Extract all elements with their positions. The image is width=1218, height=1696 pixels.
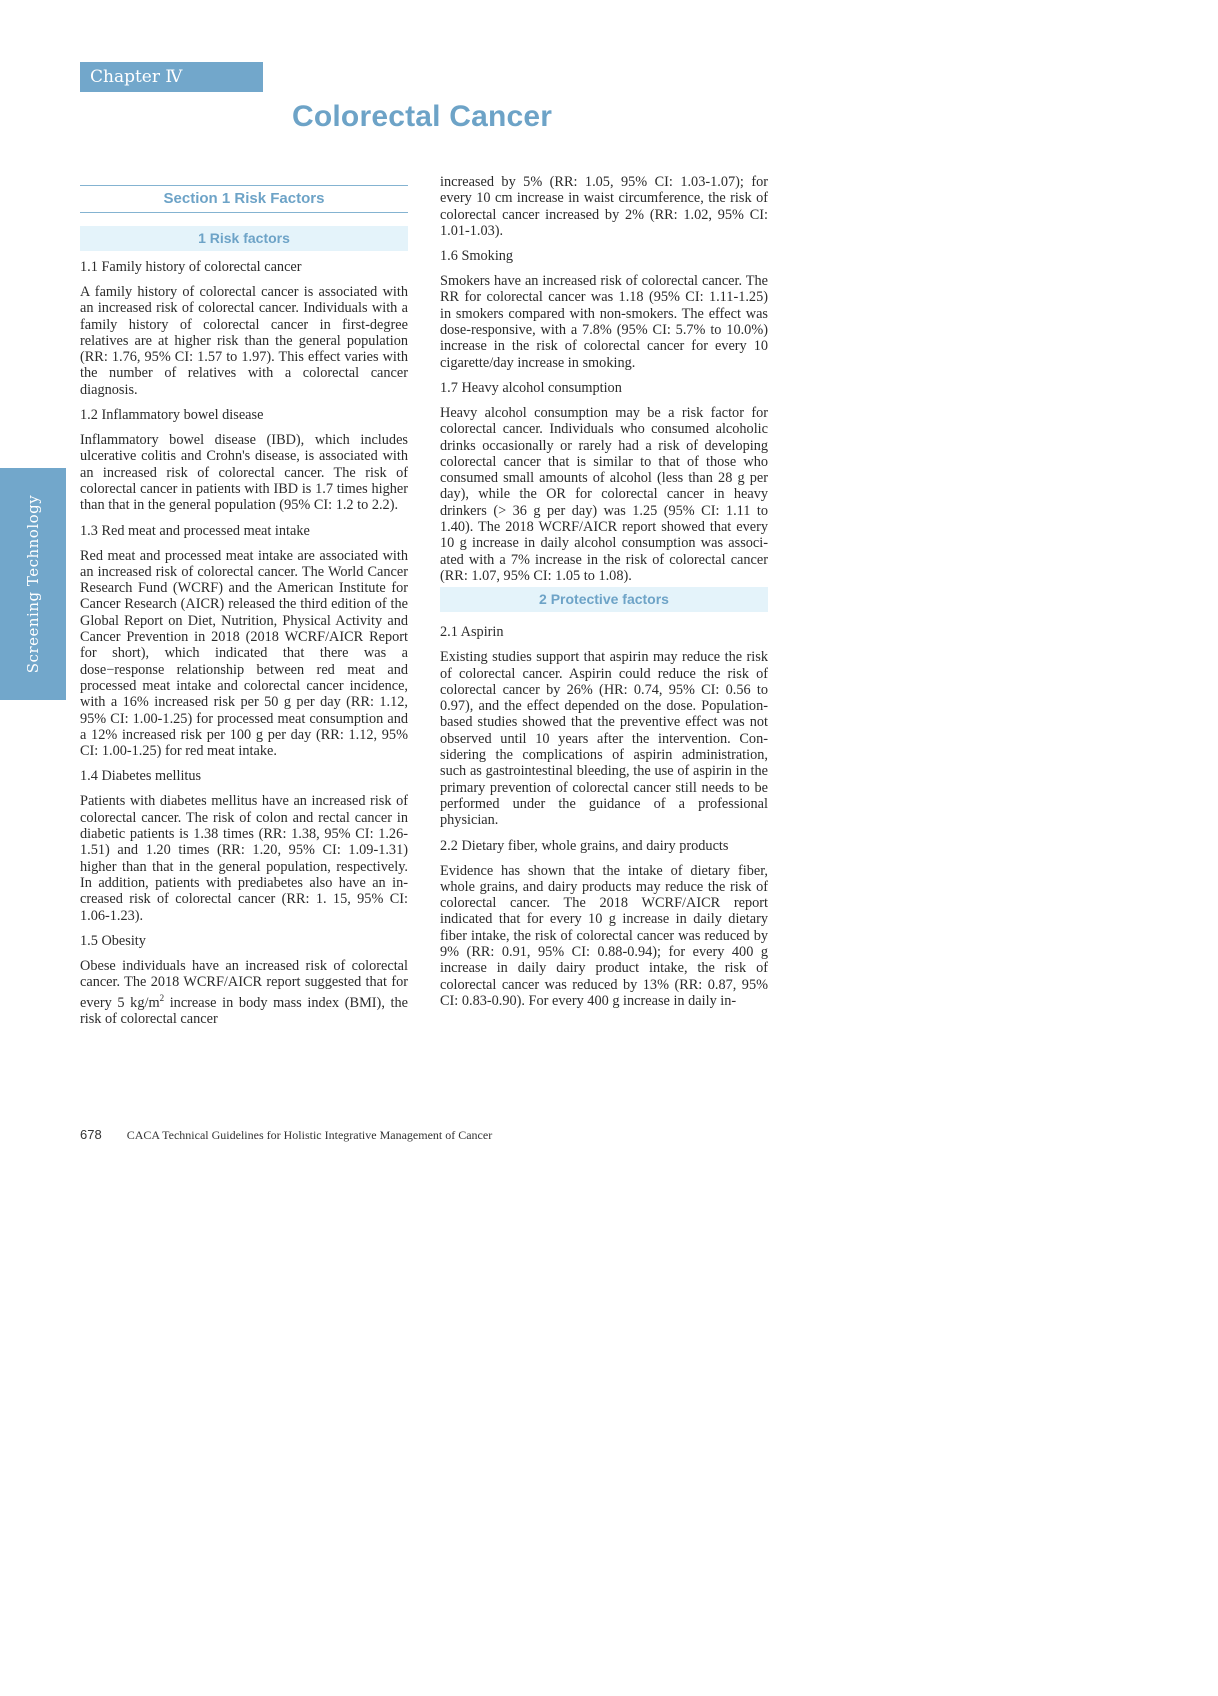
paragraph: increased by 5% (RR: 1.05, 95% CI: 1.03-1.07); for every 10 cm increase in waist circumference, the risk of colorectal cancer increased by 2% (RR: 1.02, 95% CI: 1.01-1.03). <box>440 174 768 239</box>
book-title: CACA Technical Guidelines for Holistic Integrative Management of Cancer <box>126 1128 493 1142</box>
paragraph: Inflammatory bowel disease (IBD), which includes ulcerative colitis and Crohn's disease, is associated with an increased risk of colorectal cancer. The risk of colorectal cancer in patients with IBD is 1.7 times higher than that in the general population (95% CI: 1.2 to 2.2). <box>80 432 408 514</box>
paragraph: Smokers have an increased risk of colorectal cancer. The RR for colorectal cancer was 1.18 (95% CI: 1.11-1.25) in smokers compared with non-smokers. The effect was dose-responsive, with a 7.8% (95% CI: 5.7% to 10.0%) increase in the risk of colorectal cancer for every 10 cigarette/day increase in smoking. <box>440 273 768 371</box>
paragraph: Patients with diabetes mellitus have an increased risk of colorectal cancer. The risk of colon and rectal cancer in diabetic patients is 1.38 times (RR: 1.38, 95% CI: 1.26-1.51) and 1.20 times (RR: 1.20, 95% CI: 1.09-1.31) higher than that in the general population, respectively. In addition, patients with prediabetes also have an increased risk of colorectal cancer (RR: 1. 15, 95% CI: 1.06-1.23). <box>80 793 408 924</box>
subsection-heading: 1 Risk factors <box>80 226 408 251</box>
paragraph <box>80 958 408 1028</box>
item-title: 2.2 Dietary fiber, whole grains, and dairy products <box>440 837 729 854</box>
side-tab-label: Screening Technology <box>24 494 42 674</box>
item-title: 1.1 Family history of colorectal cancer <box>80 259 302 275</box>
section-heading: Section 1 Risk Factors <box>80 185 408 213</box>
paragraph: Evidence has shown that the intake of dietary fiber, whole grains, and dairy products may reduce the risk of colorectal cancer. The 2018 WCRF/AICR report indicated that for every 10 g increase in daily dietary fiber intake, the risk of colorectal cancer was reduced by 9% (RR: 0.91, 95% CI: 0.88-0.94); for every 400 g increase in daily dairy product intake, the risk of colorectal cancer was reduced by 13% (RR: 0.87, 95% CI: 0.83-0.90). For every 400 g increase in daily in- <box>440 862 768 1009</box>
item-title: 1.3 Red meat and processed meat intake <box>80 522 310 539</box>
text-run: Obese individuals have an increased risk of colorectal cancer. The 2018 WCRF/AICR report suggested that for every 5 kg/m <box>80 957 408 1012</box>
item-title: 1.6 Smoking <box>440 248 514 265</box>
item-title: 1.2 Inflammatory bowel disease <box>80 407 264 424</box>
page-title: Colorectal Cancer <box>292 100 553 133</box>
paragraph: Heavy alcohol consumption may be a risk factor for colorectal cancer. Individuals who consumed alcoholic drinks occasionally or rarely had a risk of developing colorectal cancer that is similar to that of those who consumed small amounts of alcohol (less than 28 g per day), while the OR for colorectal cancer in heavy drinkers (> 36 g per day) was 1.25 (95% CI: 1.11 to 1.40). The 2018 WCRF/AICR report showed that every 10 g increase in daily alcohol consumption was associated with a 7% increase in the risk of colorectal cancer (RR: 1.07, 95% CI: 1.05 to 1.08). <box>440 404 768 584</box>
page-number: 678 <box>80 1127 102 1142</box>
text-run: increase in body mass index (BMI), the risk of colorectal cancer <box>80 995 408 1028</box>
item-title: 1.4 Diabetes mellitus <box>80 768 202 785</box>
page-footer <box>80 1127 492 1143</box>
paragraph: A family history of colorectal cancer is associated with an increased risk of colorectal cancer. Individuals with a family history of colorectal cancer in first-degree relatives are at higher risk than the general population (RR: 1.76, 95% CI: 1.57 to 1.97). This effect varies with the number of relatives with a colorectal cancer diagnosis. <box>80 284 408 398</box>
left-column <box>80 185 408 1037</box>
protective-heading: 2 Protective factors <box>440 587 768 612</box>
chapter-label: Chapter Ⅳ <box>80 62 263 92</box>
item-title: 2.1 Aspirin <box>440 624 504 641</box>
paragraph: Existing studies support that aspirin may reduce the risk of colorectal cancer. Aspirin could reduce the risk of colorectal cancer by 26% (HR: 0.74, 95% CI: 0.56 to 0.97), and the effect depended on the dose. Population-based studies showed that the preventive effect was not observed until 10 years after the intervention. Considering the complications of aspirin administration, such as gastrointestinal bleeding, the use of aspirin in the primary prevention of colorectal cancer still needs to be performed under the guidance of a professional physician. <box>440 649 768 829</box>
item-title: 1.7 Heavy alcohol consumption <box>440 379 622 396</box>
paragraph: Red meat and processed meat intake are associated with an increased risk of colorectal cancer. The World Cancer Research Fund (WCRF) and the American Institute for Cancer Research (AICR) released the third edition of the Global Report on Diet, Nutrition, Physical Activity and Cancer Prevention in 2018 (2018 WCRF/AICR Report for short), which indicated that there was a dose−response relationship between red meat and processed meat intake and colorectal cancer incidence, with a 16% increased risk per 50 g per day (RR: 1.12, 95% CI: 1.00-1.25) for processed meat consumption and a 12% increased risk per 100 g per day (RR: 1.12, 95% CI: 1.00-1.25) for red meat intake. <box>80 547 408 760</box>
side-tab <box>0 468 66 700</box>
superscript: 2 <box>159 993 165 1004</box>
item-title: 1.5 Obesity <box>80 932 146 949</box>
right-column <box>440 174 768 1018</box>
